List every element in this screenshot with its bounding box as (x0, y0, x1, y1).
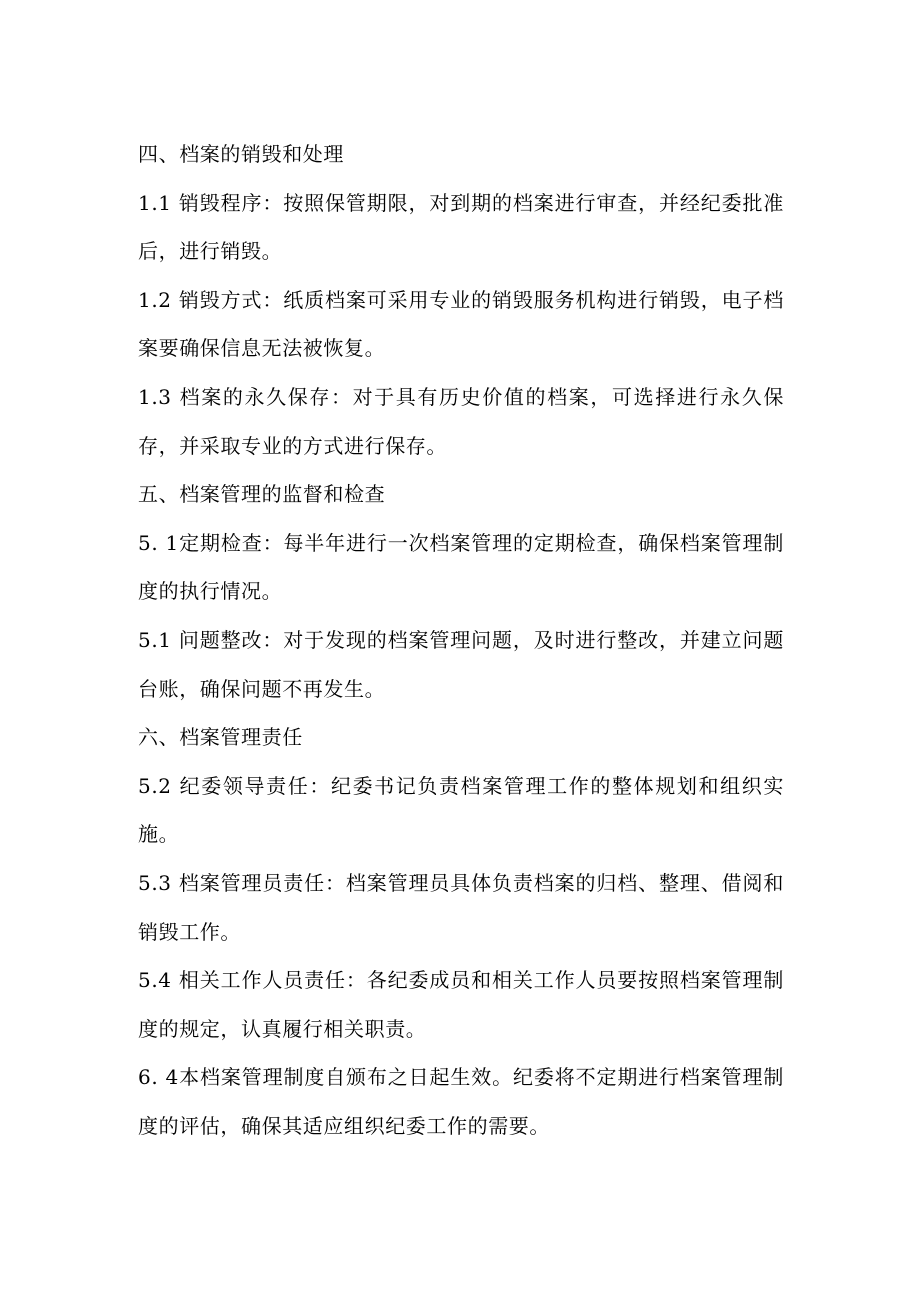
section-heading: 四、档案的销毁和处理 (138, 142, 344, 166)
paragraph: 5.4 相关工作人员责任：各纪委成员和相关工作人员要按照档案管理制度的规定，认真履行相关职责。 (138, 968, 784, 1041)
paragraph: 5.3 档案管理员责任：档案管理员具体负责档案的归档、整理、借阅和销毁工作。 (138, 870, 784, 944)
paragraph: 5.2 纪委领导责任：纪委书记负责档案管理工作的整体规划和组织实施。 (138, 773, 784, 847)
document-body (138, 130, 784, 1150)
section-heading: 六、档案管理责任 (138, 725, 303, 750)
paragraph: 5.1 问题整改：对于发现的档案管理问题，及时进行整改，并建立问题台账，确保问题不再发生。 (138, 627, 784, 701)
paragraph: 1.3 档案的永久保存：对于具有历史价值的档案，可选择进行永久保存，并采取专业的方式进行保存。 (138, 384, 784, 458)
paragraph: 5. 1定期检查：每半年进行一次档案管理的定期检查，确保档案管理制度的执行情况。 (138, 530, 784, 604)
paragraph: 1.1 销毁程序：按照保管期限，对到期的档案进行审查，并经纪委批准后，进行销毁。 (138, 190, 784, 264)
paragraph: 1.2 销毁方式：纸质档案可采用专业的销毁服务机构进行销毁，电子档案要确保信息无法被恢复。 (138, 287, 784, 361)
section-heading: 五、档案管理的监督和检查 (138, 482, 386, 507)
paragraph: 6. 4本档案管理制度自颁布之日起生效。纪委将不定期进行档案管理制度的评估，确保其适应组织纪委工作的需要。 (138, 1065, 784, 1138)
